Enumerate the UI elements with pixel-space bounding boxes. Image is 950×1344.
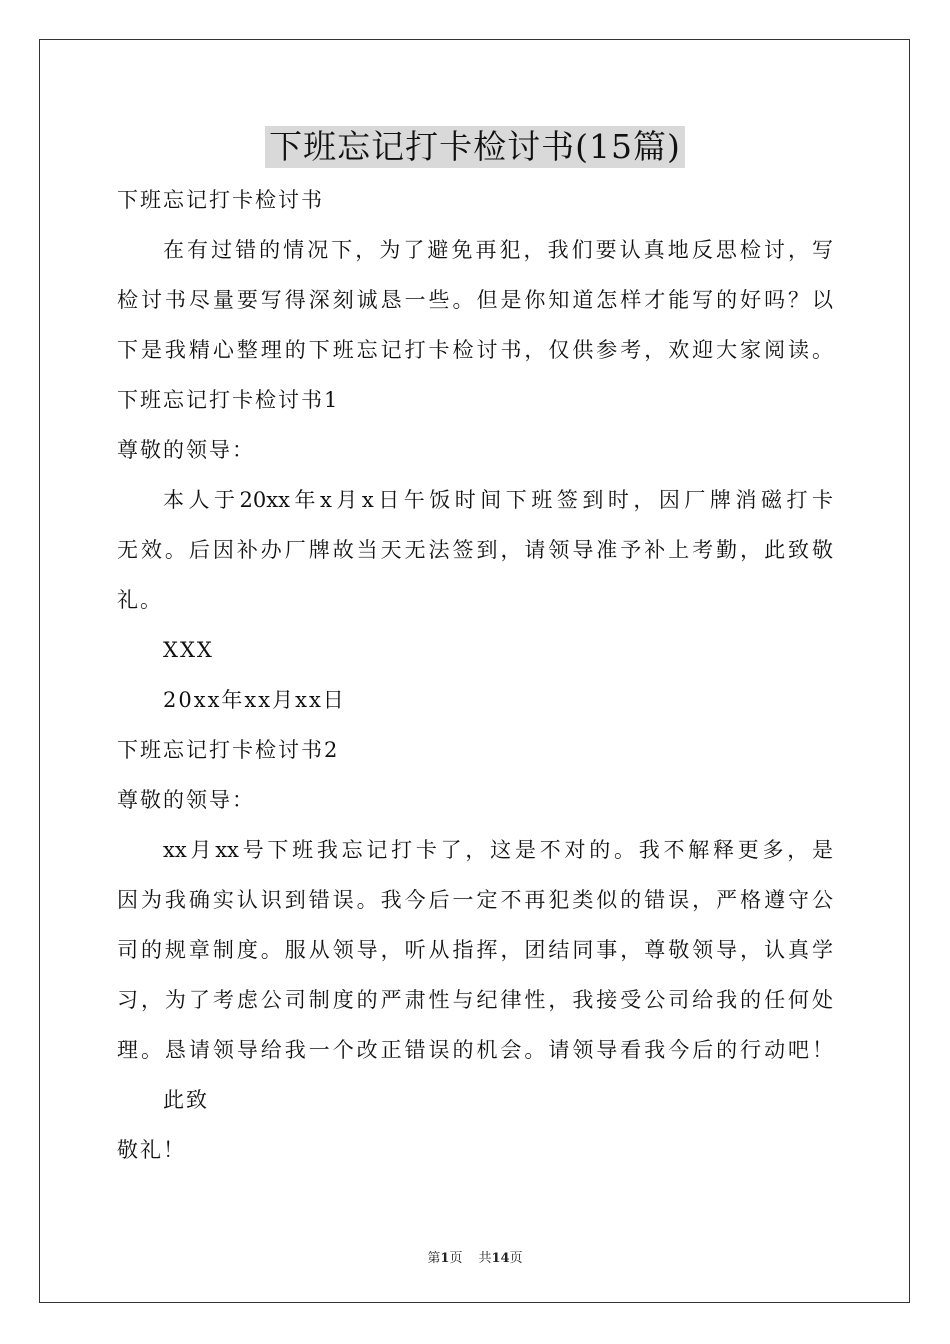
document-body <box>117 175 833 1175</box>
body-line: 因为我确实认识到错误。我今后一定不再犯类似的错误，严格遵守公 <box>117 888 833 912</box>
body-line: 司的规章制度。服从领导，听从指挥，团结同事，尊敬领导，认真学 <box>117 938 833 962</box>
total-prefix: 共 <box>478 1251 492 1266</box>
body-line: 礼。 <box>117 588 163 612</box>
body-line: 习，为了考虑公司制度的严肃性与纪律性，我接受公司给我的任何处 <box>117 988 833 1012</box>
page-number: 1 <box>440 1251 450 1266</box>
body-line: 检讨书尽量要写得深刻诚恳一些。但是你知道怎样才能写的好吗？以 <box>117 288 833 312</box>
body-line: 理。恳请领导给我一个改正错误的机会。请领导看我今后的行动吧！ <box>117 1038 833 1062</box>
body-line: 此致 <box>163 1088 209 1112</box>
title-container <box>0 126 950 168</box>
body-line: 在有过错的情况下，为了避免再犯，我们要认真地反思检讨，写 <box>163 238 833 262</box>
body-line: 下班忘记打卡检讨书1 <box>117 388 340 412</box>
body-line: 下是我精心整理的下班忘记打卡检讨书，仅供参考，欢迎大家阅读。 <box>117 338 833 362</box>
total-suffix: 页 <box>509 1251 523 1266</box>
total-pages: 14 <box>491 1251 510 1266</box>
body-line: 无效。后因补办厂牌故当天无法签到，请领导准予补上考勤，此致敬 <box>117 538 833 562</box>
body-line: 下班忘记打卡检讨书 <box>117 188 324 212</box>
page-footer <box>0 1247 950 1266</box>
page-suffix: 页 <box>449 1251 463 1266</box>
body-line: 敬礼！ <box>117 1138 186 1162</box>
page-prefix: 第 <box>427 1251 441 1266</box>
document-title: 下班忘记打卡检讨书(15篇) <box>265 126 685 168</box>
body-line: xx月xx号下班我忘记打卡了，这是不对的。我不解释更多，是 <box>163 838 833 862</box>
body-line: 本人于20xx年x月x日午饭时间下班签到时，因厂牌消磁打卡 <box>163 488 833 512</box>
body-line: 尊敬的领导： <box>117 788 255 812</box>
body-line: 20xx年xx月xx日 <box>163 688 346 712</box>
body-line: XXX <box>163 638 214 662</box>
body-line: 尊敬的领导： <box>117 438 255 462</box>
body-line: 下班忘记打卡检讨书2 <box>117 738 340 762</box>
